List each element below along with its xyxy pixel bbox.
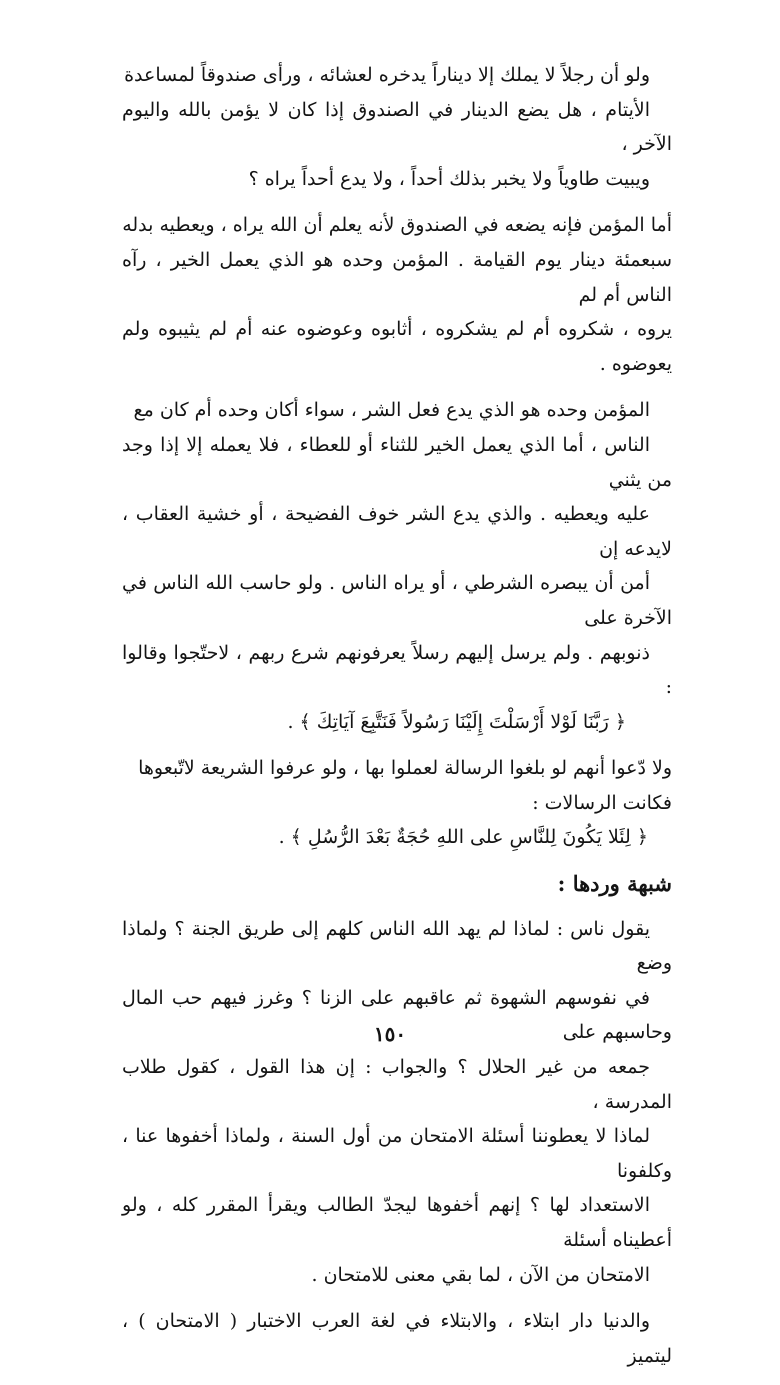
text-line: ذنوبهم . ولم يرسل إليهم رسلاً يعرفونهم شرع ربهم ، لاحتّجوا وقالوا : [122,641,672,699]
paragraph-3 [122,393,672,739]
text-line: ولا دّعوا أنهم لو بلغوا الرسالة لعملوا بها ، ولو عرفوا الشريعة لاتّبعوها [138,757,672,780]
text-line: فكانت الرسالات : [532,791,672,814]
text-line: ولو أن رجلاً لا يملك إلا ديناراً يدخره لعشائه ، ورأى صندوقاً لمساعدة [124,64,650,86]
paragraph-6 [122,1304,672,1373]
text-line: أمن أن يبصره الشرطي ، أو يراه الناس . ولو حاسب الله الناس في الآخرة على [122,572,672,629]
paragraph-1 [122,58,672,196]
page-number: ١٥٠ [373,1022,407,1046]
body-text [122,58,672,1385]
text-line: ويبيت طاوياً ولا يخبر بذلك أحداً ، ولا يدع أحداً يراه ؟ [248,167,650,190]
text-line: الامتحان من الآن ، لما بقي معنى للامتحان . [311,1263,650,1286]
paragraph-4 [122,751,672,855]
section-heading: شبهة وردها : [557,871,672,897]
text-line: لماذا لا يعطوننا أسئلة الامتحان من أول السنة ، ولماذا أخفوها عنا ، وكلفونا [122,1125,672,1182]
quran-verse: ﴿ لِئَلا يَكُونَ لِلنَّاسِ على اللهِ حُجَةٌ بَعْدَ الرُّسُلِ ﴾ . [278,826,648,849]
text-line: الأيتام ، هل يضع الدينار في الصندوق إذا كان لا يؤمن بالله واليوم الآخر ، [122,98,672,156]
quran-verse: ﴿ رَبَّنَا لَوْلا أَرْسَلْتَ إِلَيْنَا رَسُولاً فَنَتَّبِعَ آيَاتِكَ ﴾ . [287,710,626,733]
paragraph-5 [122,912,672,1293]
text-line: في نفوسهم الشهوة ثم عاقبهم على الزنا ؟ وغرز فيهم حب المال وحاسبهم على [122,986,672,1044]
text-line: أما المؤمن فإنه يضعه في الصندوق لأنه يعلم أن الله يراه ، ويعطيه بدله [122,214,672,237]
text-line: يقول ناس : لماذا لم يهد الله الناس كلهم إلى طريق الجنة ؟ ولماذا وضع [122,917,672,975]
text-line: المؤمن وحده هو الذي يدع فعل الشر ، سواء أكان وحده أم كان مع [133,399,650,422]
text-line: الاستعداد لها ؟ إنهم أخفوها ليجدّ الطالب ويقرأ المقرر كله ، ولو أعطيناه أسئلة [122,1194,672,1251]
text-line: سبعمئة دينار يوم القيامة . المؤمن وحده هو الذي يعمل الخير ، رآه الناس أم لم [122,248,672,306]
text-line: والدنيا دار ابتلاء ، والابتلاء في لغة العرب الاختبار ( الامتحان ) ، ليتميز [122,1310,672,1367]
paragraph-2 [122,208,672,381]
text-line: جمعه من غير الحلال ؟ والجواب : إن هذا القول ، كقول طلاب المدرسة ، [122,1056,672,1113]
text-line: الناس ، أما الذي يعمل الخير للثناء أو للعطاء ، فلا يعمله إلا إذا وجد من يثني [122,433,672,491]
text-line: عليه ويعطيه . والذي يدع الشر خوف الفضيحة ، أو خشية العقاب ، لايدعه إن [122,503,672,560]
text-line: يروه ، شكروه أم لم يشكروه ، أثابوه وعوضوه عنه أم لم يثيبوه ولم يعوضوه . [122,318,672,375]
